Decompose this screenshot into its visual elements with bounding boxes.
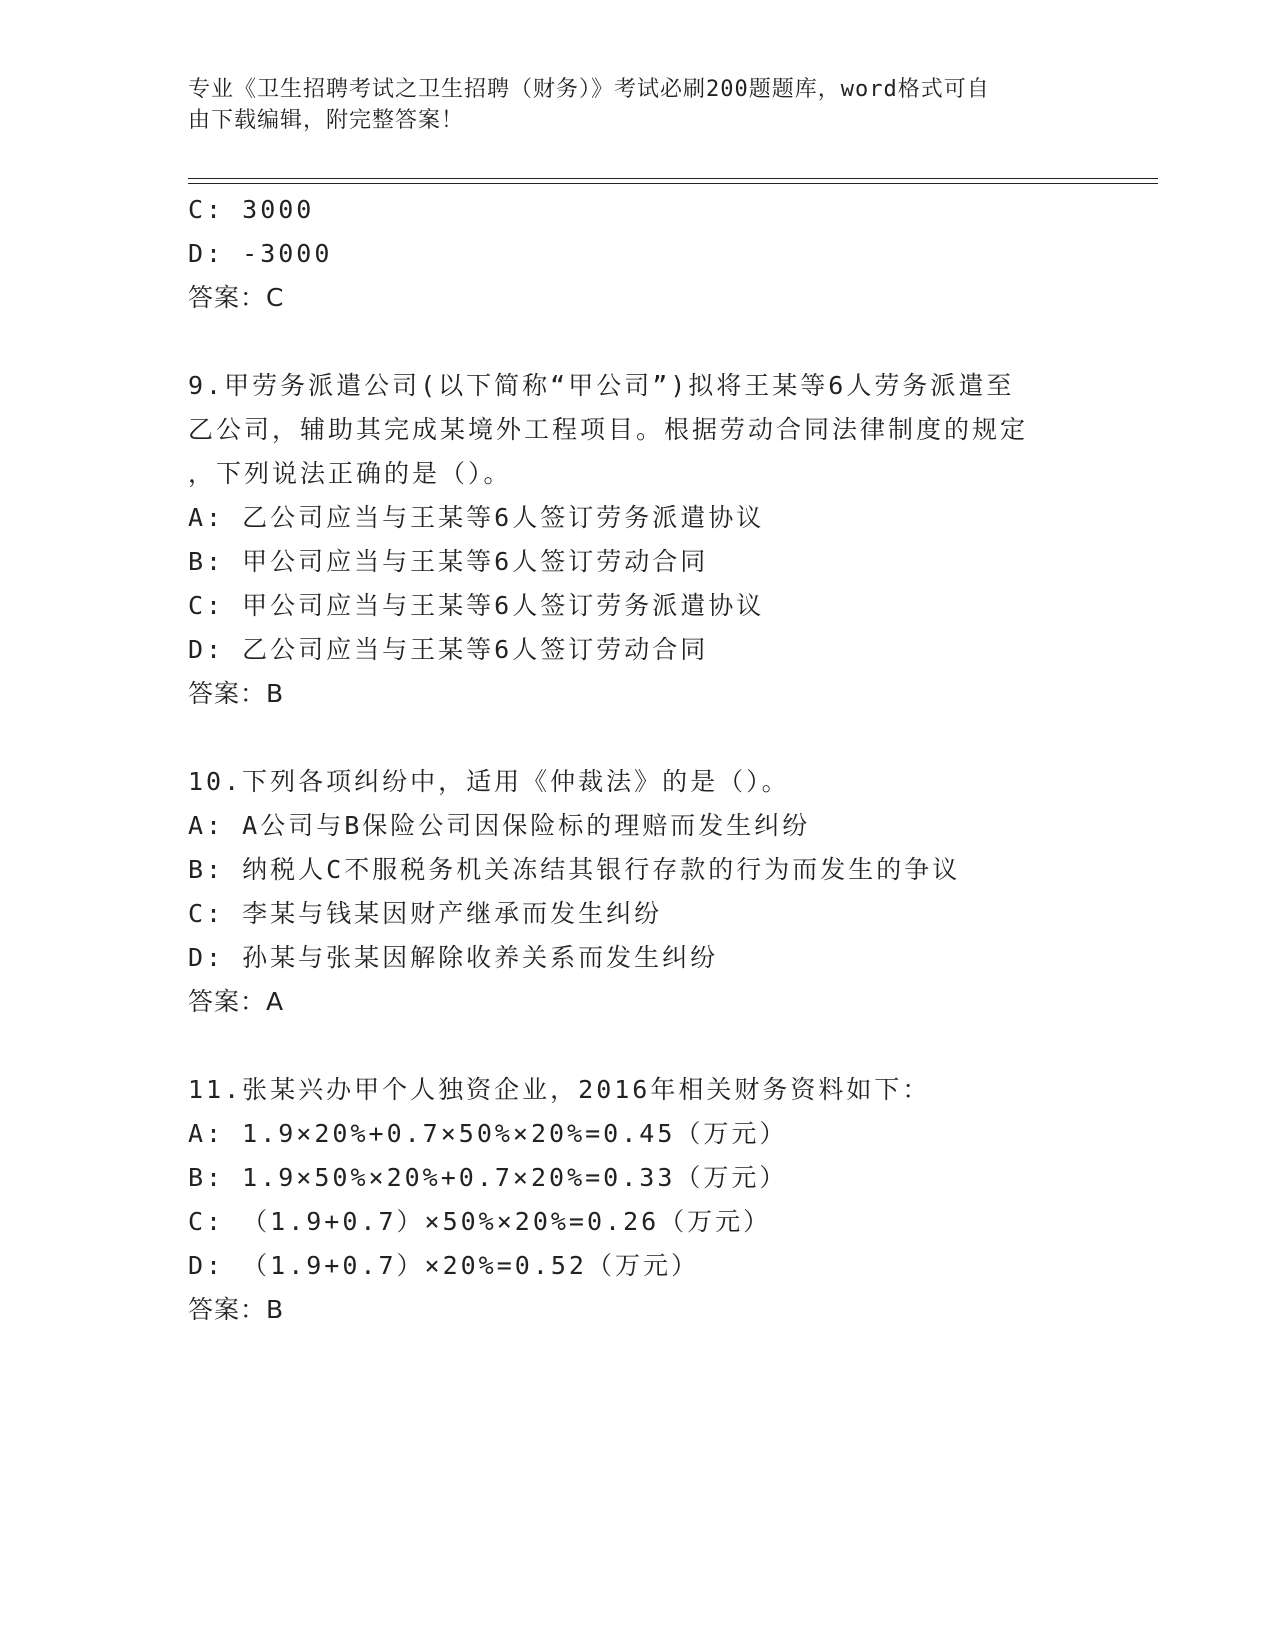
q9-option-b: B: 甲公司应当与王某等6人签订劳动合同 [188,547,709,576]
document-header [188,74,1068,136]
q10-option-b: B: 纳税人C不服税务机关冻结其银行存款的行为而发生的争议 [188,855,961,884]
header-divider-bottom [188,183,1158,184]
q11-answer: 答案：B [188,1295,285,1324]
header-title-line2: 由下载编辑，附完整答案！ [188,108,465,133]
q10-option-a: A: A公司与B保险公司因保险标的理赔而发生纠纷 [188,811,811,840]
q9-answer: 答案：B [188,679,285,708]
q8-option-d: D: -3000 [188,239,333,268]
q9-stem-line2: 乙公司，辅助其完成某境外工程项目。根据劳动合同法律制度的规定 [188,415,1029,444]
q9-option-d: D: 乙公司应当与王某等6人签订劳动合同 [188,635,709,664]
q8-option-c: C: 3000 [188,195,315,224]
q11-stem: 11.张某兴办甲个人独资企业，2016年相关财务资料如下： [188,1075,931,1104]
q9-stem-line3: ，下列说法正确的是（）。 [188,459,512,488]
q9-option-c: C: 甲公司应当与王某等6人签订劳务派遣协议 [188,591,765,620]
header-divider-top [188,178,1158,179]
q10-option-d: D: 孙某与张某因解除收养关系而发生纠纷 [188,943,719,972]
q11-option-b: B: 1.9×50%×20%+0.7×20%=0.33（万元） [188,1163,788,1192]
q9-option-a: A: 乙公司应当与王某等6人签订劳务派遣协议 [188,503,765,532]
q9-stem-line1: 9.甲劳务派遣公司(以下简称“甲公司”)拟将王某等6人劳务派遣至 [188,371,1015,400]
q10-answer: 答案：A [188,987,285,1016]
q10-stem: 10.下列各项纠纷中，适用《仲裁法》的是（）。 [188,767,790,796]
header-title-line1: 专业《卫生招聘考试之卫生招聘（财务）》考试必刷200题题库，word格式可自 [188,77,990,102]
q11-option-a: A: 1.9×20%+0.7×50%×20%=0.45（万元） [188,1119,788,1148]
q11-option-c: C: （1.9+0.7）×50%×20%=0.26（万元） [188,1207,772,1236]
q10-option-c: C: 李某与钱某因财产继承而发生纠纷 [188,899,663,928]
q8-answer: 答案：C [188,283,285,312]
q11-option-d: D: （1.9+0.7）×20%=0.52（万元） [188,1251,699,1280]
